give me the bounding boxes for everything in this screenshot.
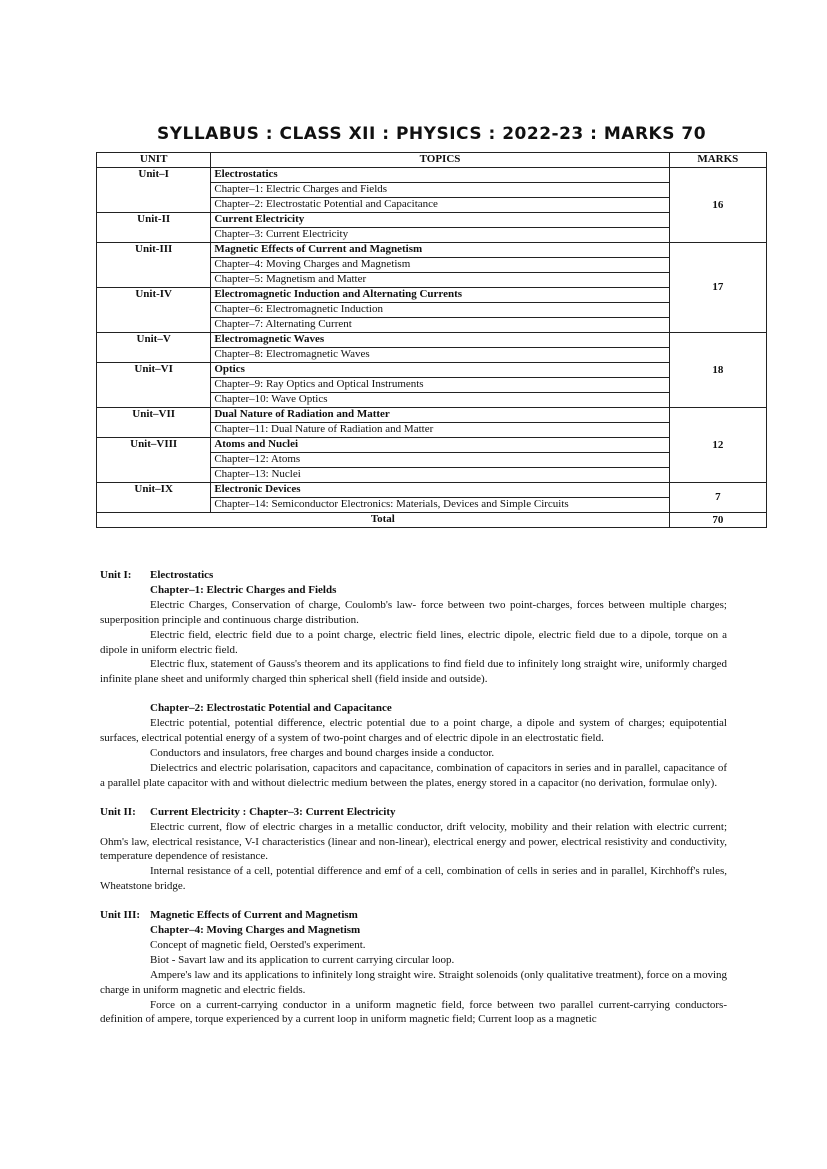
total-label: Total xyxy=(97,513,670,528)
paragraph: Concept of magnetic field, Oersted's experiment. xyxy=(150,938,366,951)
paragraph: Electric flux, statement of Gauss's theorem and its applications to find field due to infinitely long straight wire, uniformly charged infinite plane sheet and uniformly charged thin spherical shell (field inside and outside). xyxy=(100,658,727,686)
marks-cell: 7 xyxy=(669,483,766,513)
table-row xyxy=(97,483,767,498)
header-marks: MARKS xyxy=(669,153,766,168)
paragraph: Dielectrics and electric polarisation, capacitors and capacitance, combination of capacitors in series and in parallel, capacitance of a parallel plate capacitor with and without dielectric medium between the plates, energy stored in a capacitor (no derivation, formulae only). xyxy=(100,761,727,789)
topic-cell: Chapter–12: Atoms xyxy=(211,453,669,468)
chapter-heading: Chapter–1: Electric Charges and Fields xyxy=(150,583,337,596)
table-row xyxy=(97,408,767,423)
topic-cell: Chapter–10: Wave Optics xyxy=(211,393,669,408)
paragraph: Biot - Savart law and its application to current carrying circular loop. xyxy=(150,953,455,966)
topic-cell: Chapter–1: Electric Charges and Fields xyxy=(211,183,669,198)
unit-cell: Unit–V xyxy=(97,333,211,348)
unit-cell-empty xyxy=(97,348,211,363)
unit-cell-empty xyxy=(97,378,211,393)
table-row xyxy=(97,303,767,318)
page-title: SYLLABUS : CLASS XII : PHYSICS : 2022-23 : MARKS 70 xyxy=(156,124,707,144)
unit-cell-empty xyxy=(97,318,211,333)
unit-cell-empty xyxy=(97,468,211,483)
topic-cell: Magnetic Effects of Current and Magnetism xyxy=(211,243,669,258)
table-row xyxy=(97,168,767,183)
topic-cell: Chapter–11: Dual Nature of Radiation and Matter xyxy=(211,423,669,438)
marks-cell: 16 xyxy=(669,168,766,243)
chapter-heading: Chapter–2: Electrostatic Potential and Capacitance xyxy=(150,702,392,715)
table-row xyxy=(97,183,767,198)
unit-label: Unit II: xyxy=(100,805,136,818)
topic-cell: Chapter–14: Semiconductor Electronics: Materials, Devices and Simple Circuits xyxy=(211,498,669,513)
unit-cell-empty xyxy=(97,273,211,288)
unit-cell: Unit–VI xyxy=(97,363,211,378)
topic-cell: Chapter–8: Electromagnetic Waves xyxy=(211,348,669,363)
topic-cell: Chapter–9: Ray Optics and Optical Instruments xyxy=(211,378,669,393)
table-row xyxy=(97,198,767,213)
table-row xyxy=(97,438,767,453)
table-row xyxy=(97,258,767,273)
unit-cell-empty xyxy=(97,453,211,468)
topic-cell: Electromagnetic Induction and Alternating Currents xyxy=(211,288,669,303)
unit-cell-empty xyxy=(97,258,211,273)
paragraph: Force on a current-carrying conductor in a uniform magnetic field, force between two parallel current-carrying conductors- definition of ampere, torque experienced by a current loop in uniform magnetic field; Current loop as a magnetic xyxy=(100,998,727,1026)
marks-cell: 12 xyxy=(669,408,766,483)
topic-cell: Atoms and Nuclei xyxy=(211,438,669,453)
unit-cell: Unit–VIII xyxy=(97,438,211,453)
topic-cell: Current Electricity xyxy=(211,213,669,228)
topic-cell: Electromagnetic Waves xyxy=(211,333,669,348)
unit-title: Magnetic Effects of Current and Magnetism xyxy=(150,909,358,922)
table-row xyxy=(97,423,767,438)
unit-heading xyxy=(100,805,727,820)
header-unit: UNIT xyxy=(97,153,211,168)
total-value: 70 xyxy=(669,513,766,528)
table-row xyxy=(97,288,767,303)
table-row xyxy=(97,213,767,228)
unit-3-section xyxy=(100,908,727,1027)
topic-cell: Chapter–7: Alternating Current xyxy=(211,318,669,333)
unit-title: Current Electricity : Chapter–3: Current Electricity xyxy=(150,805,396,818)
syllabus-table xyxy=(96,152,767,528)
table-row xyxy=(97,378,767,393)
unit-cell-empty xyxy=(97,303,211,318)
unit-label: Unit I: xyxy=(100,569,132,581)
table-row xyxy=(97,228,767,243)
unit-heading xyxy=(100,908,727,923)
unit-cell: Unit-IV xyxy=(97,288,211,303)
paragraph: Electric potential, potential difference, electric potential due to a point charge, a dipole and system of charges; equipotential surfaces, electrical potential energy of a system of two-point charges and of electric dipole in an electrostatic field. xyxy=(100,717,727,745)
paragraph: Ampere's law and its applications to infinitely long straight wire. Straight solenoids (only qualitative treatment), force on a moving charge in uniform magnetic and electric fields. xyxy=(100,968,727,996)
table-row xyxy=(97,363,767,378)
syllabus-details xyxy=(100,568,727,1041)
topic-cell: Electronic Devices xyxy=(211,483,669,498)
table-row xyxy=(97,333,767,348)
unit-title: Electrostatics xyxy=(150,569,214,581)
unit-cell-empty xyxy=(97,198,211,213)
table-row xyxy=(97,318,767,333)
table-row xyxy=(97,468,767,483)
table-row xyxy=(97,453,767,468)
unit-cell: Unit-III xyxy=(97,243,211,258)
unit-cell-empty xyxy=(97,393,211,408)
unit-cell: Unit–IX xyxy=(97,483,211,498)
unit-1-section xyxy=(100,568,727,791)
topic-cell: Chapter–3: Current Electricity xyxy=(211,228,669,243)
unit-cell-empty xyxy=(97,183,211,198)
table-header-row xyxy=(97,153,767,168)
topic-cell: Chapter–4: Moving Charges and Magnetism xyxy=(211,258,669,273)
table-row xyxy=(97,243,767,258)
paragraph: Conductors and insulators, free charges and bound charges inside a conductor. xyxy=(150,746,495,759)
unit-label: Unit III: xyxy=(100,909,141,922)
topic-cell: Chapter–13: Nuclei xyxy=(211,468,669,483)
marks-cell: 17 xyxy=(669,243,766,333)
header-topics: TOPICS xyxy=(211,153,669,168)
unit-2-section xyxy=(100,805,727,894)
marks-cell: 18 xyxy=(669,333,766,408)
table-row xyxy=(97,498,767,513)
topic-cell: Chapter–5: Magnetism and Matter xyxy=(211,273,669,288)
topic-cell: Optics xyxy=(211,363,669,378)
table-row xyxy=(97,348,767,363)
topic-cell: Dual Nature of Radiation and Matter xyxy=(211,408,669,423)
topic-cell: Chapter–2: Electrostatic Potential and Capacitance xyxy=(211,198,669,213)
paragraph: Electric Charges, Conservation of charge, Coulomb's law- force between two point-charges, forces between multiple charges; superposition principle and continuous charge distribution. xyxy=(100,598,727,626)
unit-cell-empty xyxy=(97,228,211,243)
topic-cell: Chapter–6: Electromagnetic Induction xyxy=(211,303,669,318)
table-row xyxy=(97,393,767,408)
paragraph: Internal resistance of a cell, potential difference and emf of a cell, combination of cells in series and in parallel, Kirchhoff's rules, Wheatstone bridge. xyxy=(100,865,727,893)
topic-cell: Electrostatics xyxy=(211,168,669,183)
unit-cell: Unit–I xyxy=(97,168,211,183)
unit-heading xyxy=(100,568,727,583)
table-row xyxy=(97,273,767,288)
table-total-row xyxy=(97,513,767,528)
unit-cell: Unit-II xyxy=(97,213,211,228)
unit-cell-empty xyxy=(97,498,211,513)
unit-cell-empty xyxy=(97,423,211,438)
chapter-heading: Chapter–4: Moving Charges and Magnetism xyxy=(150,924,361,937)
paragraph: Electric field, electric field due to a point charge, electric field lines, electric dipole, electric field due to a dipole, torque on a dipole in uniform electric field. xyxy=(100,628,727,656)
paragraph: Electric current, flow of electric charges in a metallic conductor, drift velocity, mobility and their relation with electric current; Ohm's law, electrical resistance, V-I characteristics (linear and non-linear), electrical energy and power, electrical resistivity and conductivity, temperature dependence of resistance. xyxy=(100,820,727,863)
unit-cell: Unit–VII xyxy=(97,408,211,423)
